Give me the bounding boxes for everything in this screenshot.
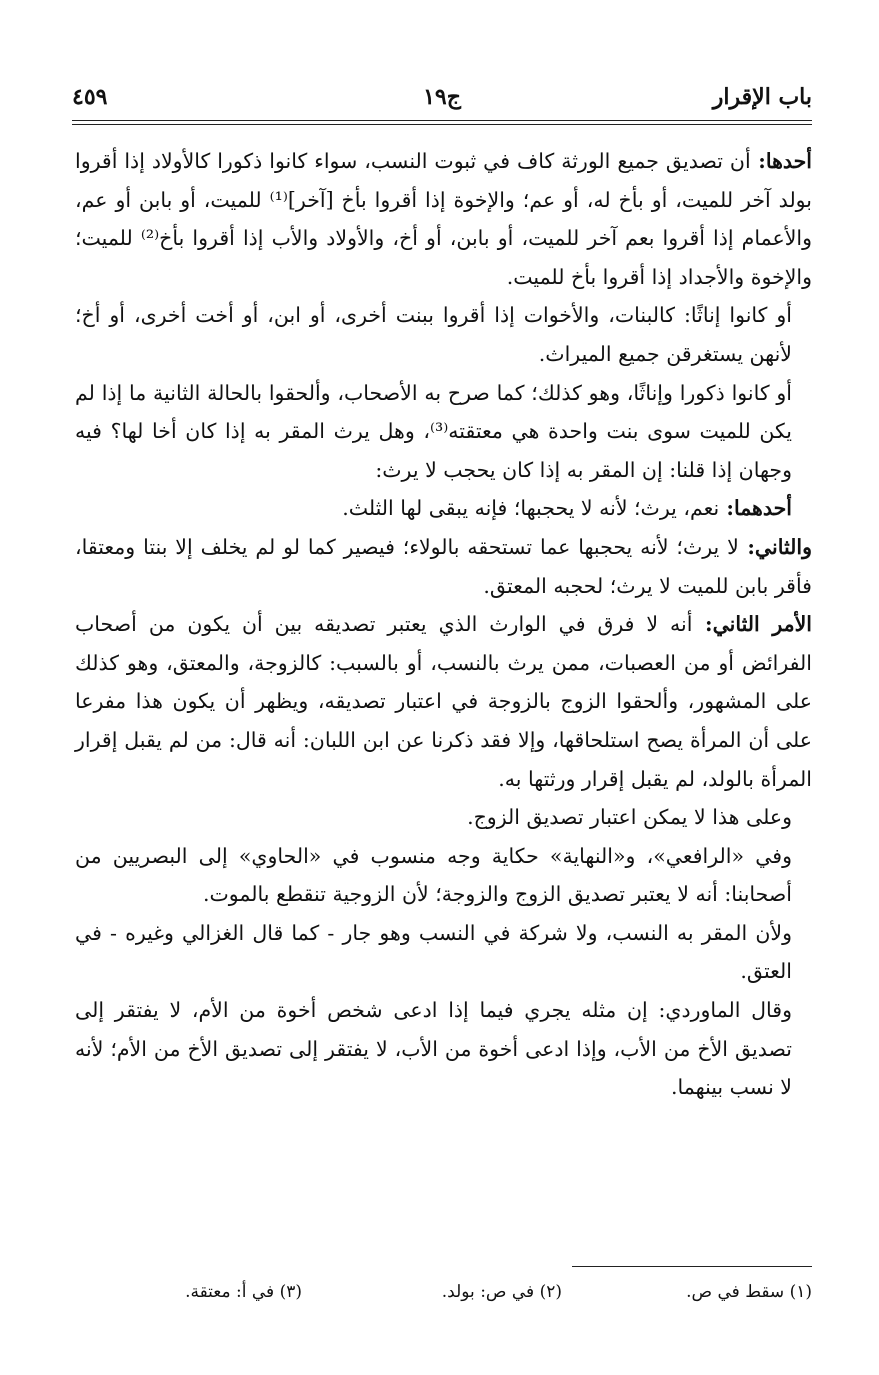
footnotes <box>72 1282 812 1312</box>
paragraph-lead: الأمر الثاني: <box>692 612 812 637</box>
paragraph <box>75 528 812 605</box>
paragraph-text: نعم، يرث؛ لأنه لا يحجبها؛ فإنه يبقى لها الثلث. <box>342 496 720 521</box>
paragraph-text: وفي «الرافعي»، و«النهاية» حكاية وجه منسوب في «الحاوي» إلى البصريين من أصحابنا: أنه لا يعتبر تصديق الزوج والزوجة؛ لأن الزوجية تنقطع بالموت. <box>75 843 792 907</box>
paragraph <box>75 914 812 991</box>
footnote: (٢) في ص: بولد. <box>441 1282 562 1302</box>
page-number: ٤٥٩ <box>72 84 108 110</box>
paragraph <box>75 296 812 373</box>
paragraph-text: أن تصديق جميع الورثة كاف في ثبوت النسب، سواء كانوا ذكورا كالأولاد إذا أقروا بولد آخر للميت، أو بأخ له، أو عم؛ والإخوة إذا أقروا بأخ [آخر]⁽¹⁾ للميت، أو بابن أو عم، والأعمام إذا أقروا بعم آخر للميت، أو بابن، أو أخ، والأولاد والأب إذا أقروا بأخ⁽²⁾ للميت؛ والإخوة والأجداد إذا أقروا بأخ للميت. <box>75 149 812 289</box>
section-title: باب الإقرار <box>712 84 812 110</box>
paragraph-text: أو كانوا ذكورا وإناثًا، وهو كذلك؛ كما صرح به الأصحاب، وألحقوا بالحالة الثانية ما إذا لم يكن للميت سوى بنت واحدة هي معتقته⁽³⁾، وهل يرث المقر به إذا كان أخا لها؟ فيه وجهان إذا قلنا: إن المقر به إذا كان يحجب لا يرث: <box>75 380 792 482</box>
paragraph-text: لا يرث؛ لأنه يحجبها عما تستحقه بالولاء؛ فيصير كما لو لم يخلف إلا بنتا ومعتقا، فأقر بابن للميت لا يرث؛ لحجبه المعتق. <box>75 534 812 598</box>
page-header <box>72 84 812 118</box>
paragraph-text: وقال الماوردي: إن مثله يجري فيما إذا ادعى شخص أخوة من الأم، لا يفتقر إلى تصديق الأخ من الأب، وإذا ادعى أخوة من الأب، لا يفتقر إلى تصديق الأخ من الأم؛ لأنه لا نسب بينهما. <box>75 998 792 1100</box>
paragraph <box>75 837 812 914</box>
main-text <box>75 142 812 1107</box>
paragraph-text: أنه لا فرق في الوارث الذي يعتبر تصديقه بين أن يكون من أصحاب الفرائض أو من العصبات، ممن يرث بالنسب، أو بالسبب: كالزوجة، والمعتق، وهو كذلك على المشهور، وألحقوا الزوج بالزوجة في اعتبار تصديقه، ويظهر أن يكون هذا مفرعا على أن المرأة يصح استلحاقها، وإلا فقد ذكرنا عن ابن اللبان: أنه قال: من لم يقبل إقرار المرأة بالولد، لم يقبل إقرار ورثتها به. <box>75 612 812 791</box>
paragraph-text: ولأن المقر به النسب، ولا شركة في النسب وهو جار - كما قال الغزالي وغيره - في العتق. <box>75 920 792 984</box>
paragraph <box>75 142 812 296</box>
paragraph <box>75 605 812 798</box>
paragraph-lead: أحدهما: <box>719 496 792 521</box>
paragraph-text: وعلى هذا لا يمكن اعتبار تصديق الزوج. <box>467 805 792 830</box>
header-rule <box>72 120 812 121</box>
paragraph-lead: أحدها: <box>750 149 813 173</box>
paragraph <box>75 374 812 490</box>
header-rule-secondary <box>72 124 812 125</box>
footnote-separator <box>572 1266 812 1267</box>
paragraph-text: أو كانوا إناثًا: كالبنات، والأخوات إذا أقروا ببنت أخرى، أو ابن، أو أخت أخرى، أو أخ؛ لأنهن يستغرقن جميع الميراث. <box>75 303 792 366</box>
paragraph <box>75 798 812 837</box>
footnote: (١) سقط في ص. <box>686 1282 812 1302</box>
paragraph <box>75 991 812 1107</box>
volume-number: ج١٩ <box>423 84 461 110</box>
paragraph <box>75 489 812 528</box>
footnote: (٣) في أ: معتقة. <box>185 1282 302 1302</box>
paragraph-lead: والثاني: <box>738 534 812 559</box>
